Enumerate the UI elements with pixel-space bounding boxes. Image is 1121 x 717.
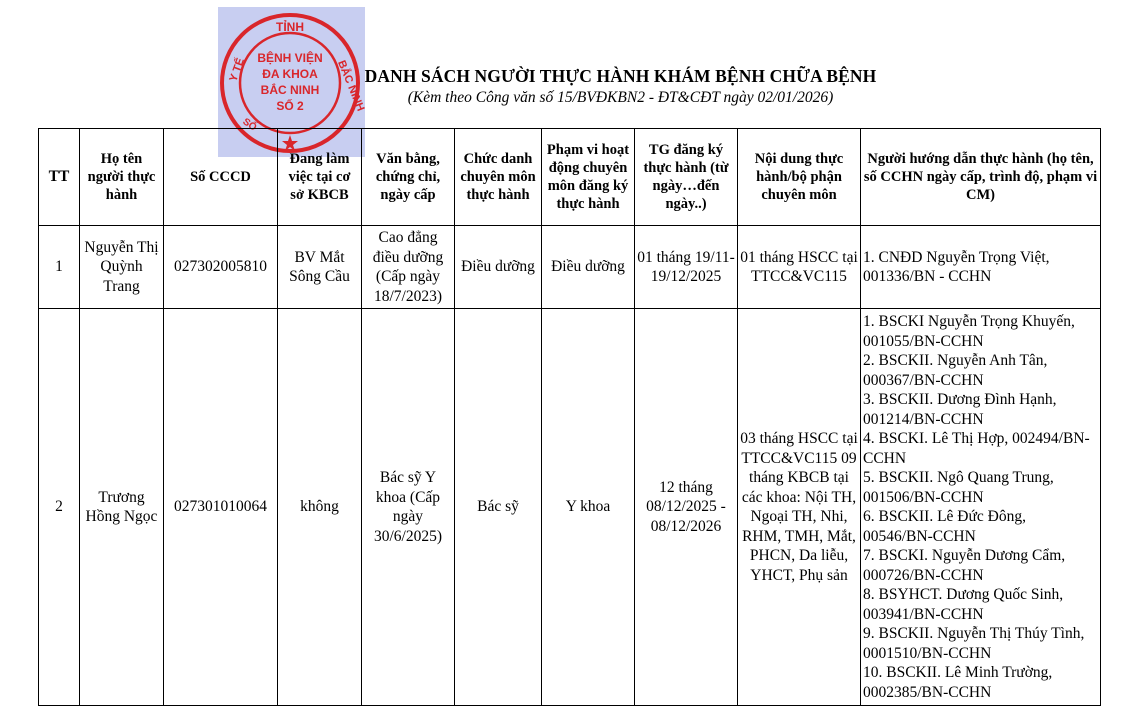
cell-name: Nguyễn Thị Quỳnh Trang [80, 226, 164, 309]
header-name: Họ tên người thực hành [80, 129, 164, 226]
cell-content: 03 tháng HSCC tại TTCC&VC115 09 tháng KBCB tại các khoa: Nội TH, Ngoại TH, Nhi, RHM, TMH, Mắt, PHCN, Da liễu, YHCT, Phụ sản [738, 309, 861, 706]
mentor-item: 3. BSCKII. Dương Đình Hạnh, 001214/BN-CCHN [863, 391, 1057, 428]
mentor-item: 8. BSYHCT. Dương Quốc Sinh, 003941/BN-CCHN [863, 586, 1064, 623]
stamp-bottom-text: SỐ [240, 116, 259, 134]
cell-content: 01 tháng HSCC tại TTCC&VC115 [738, 226, 861, 309]
cell-name: Trương Hồng Ngọc [80, 309, 164, 706]
document-title: DANH SÁCH NGƯỜI THỰC HÀNH KHÁM BỆNH CHỮA BỆNH [364, 66, 877, 86]
cell-degree: Cao đẳng điều dưỡng (Cấp ngày 18/7/2023) [362, 226, 455, 309]
cell-cccd: 027302005810 [164, 226, 278, 309]
cell-cccd: 027301010064 [164, 309, 278, 706]
header-period: TG đăng ký thực hành (từ ngày…đến ngày..) [635, 129, 738, 226]
mentor-item: 9. BSCKII. Nguyễn Thị Thúy Tình, 0001510/BN-CCHN [863, 625, 1085, 662]
document-subtitle: (Kèm theo Công văn số 15/BVĐKBN2 - ĐT&CĐT ngày 02/01/2026) [407, 89, 834, 106]
stamp-center-line-2: ĐA KHOA [262, 67, 318, 81]
mentor-item: 2. BSCKII. Nguyễn Anh Tân, 000367/BN-CCHN [863, 352, 1048, 389]
cell-period: 01 tháng 19/11-19/12/2025 [635, 226, 738, 309]
cell-title: Điều dưỡng [455, 226, 542, 309]
header-title: Chức danh chuyên môn thực hành [455, 129, 542, 226]
header-workplace: Đang làm việc tại cơ sở KBCB [278, 129, 362, 226]
header-degree: Văn bằng, chứng chỉ, ngày cấp [362, 129, 455, 226]
cell-scope: Y khoa [542, 309, 635, 706]
mentor-item: 4. BSCKI. Lê Thị Hợp, 002494/BN-CCHN [863, 430, 1090, 467]
cell-title: Bác sỹ [455, 309, 542, 706]
header-tt: TT [39, 129, 80, 226]
mentor-item: 7. BSCKI. Nguyễn Dương Cẩm, 000726/BN-CCHN [863, 547, 1066, 584]
mentor-item: 1. BSCKI Nguyễn Trọng Khuyến, 001055/BN-CCHN [863, 313, 1075, 350]
stamp-center-line-3: BẮC NINH [260, 83, 320, 97]
table-row [39, 309, 1101, 706]
table-header-row [39, 129, 1101, 226]
header-mentors: Người hướng dẫn thực hành (họ tên, số CCHN ngày cấp, trình độ, phạm vi CM) [861, 129, 1101, 226]
cell-period: 12 tháng 08/12/2025 - 08/12/2026 [635, 309, 738, 706]
stamp-right-text: BẮC NINH [335, 58, 365, 114]
cell-tt: 2 [39, 309, 80, 706]
cell-degree: Bác sỹ Y khoa (Cấp ngày 30/6/2025) [362, 309, 455, 706]
mentor-item: 5. BSCKII. Ngô Quang Trung, 001506/BN-CCHN [863, 469, 1054, 506]
practitioner-table [38, 128, 1101, 706]
header-scope: Phạm vi hoạt động chuyên môn đăng ký thực hành [542, 129, 635, 226]
stamp-top-text: TỈNH [276, 20, 304, 34]
stamp-center-line-1: BỆNH VIỆN [257, 51, 323, 65]
cell-workplace: không [278, 309, 362, 706]
header-content: Nội dung thực hành/bộ phận chuyên môn [738, 129, 861, 226]
stamp-center-line-4: SỐ 2 [276, 99, 304, 113]
mentor-item: 1. CNĐD Nguyễn Trọng Việt, 001336/BN - CCHN [863, 248, 1050, 285]
mentor-item: 6. BSCKII. Lê Đức Đông, 00546/BN-CCHN [863, 508, 1026, 545]
mentor-item: 10. BSCKII. Lê Minh Trường, 0002385/BN-CCHN [863, 664, 1053, 701]
stamp-left-text: Y TẾ [227, 56, 247, 84]
table-row [39, 226, 1101, 309]
cell-scope: Điều dưỡng [542, 226, 635, 309]
cell-mentors [861, 226, 1101, 309]
header-cccd: Số CCCD [164, 129, 278, 226]
cell-workplace: BV Mắt Sông Cầu [278, 226, 362, 309]
cell-tt: 1 [39, 226, 80, 309]
cell-mentors [861, 309, 1101, 706]
